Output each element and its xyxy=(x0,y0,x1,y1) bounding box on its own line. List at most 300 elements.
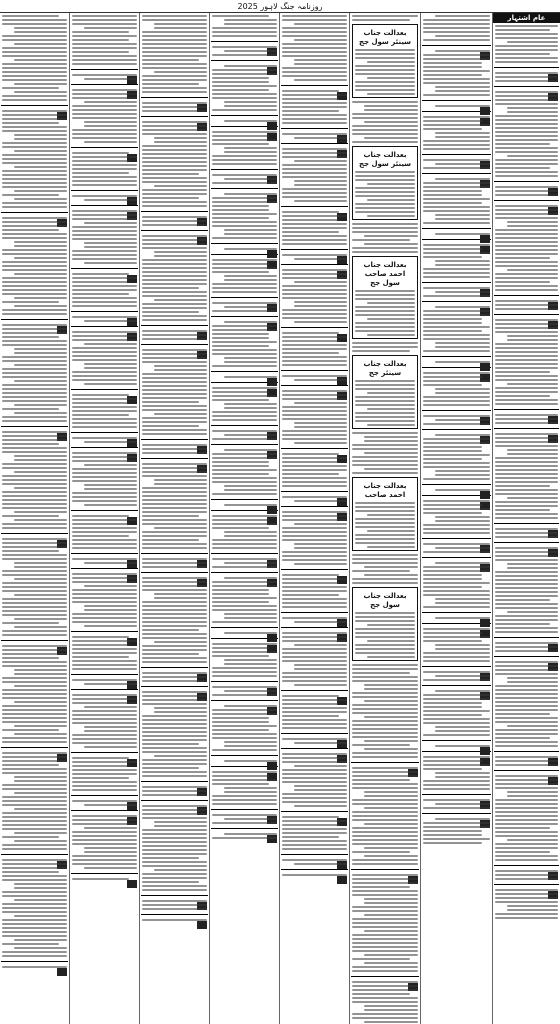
text-line xyxy=(495,669,558,671)
text-line xyxy=(282,254,347,256)
text-line xyxy=(435,361,490,363)
text-line xyxy=(212,155,277,157)
text-line xyxy=(294,500,347,502)
text-line xyxy=(224,489,277,491)
text-line xyxy=(142,263,207,265)
section-divider xyxy=(422,410,491,411)
text-line xyxy=(212,566,277,568)
text-line xyxy=(2,463,67,465)
section-divider xyxy=(211,169,278,170)
ad-number-badge xyxy=(267,506,277,514)
text-line xyxy=(495,343,558,345)
text-line xyxy=(142,291,207,293)
text-line xyxy=(2,784,67,786)
text-line xyxy=(2,558,67,560)
section-divider xyxy=(211,41,278,42)
text-line xyxy=(142,429,207,431)
text-line xyxy=(352,101,418,103)
text-line xyxy=(72,573,137,575)
text-line xyxy=(423,74,482,76)
text-line xyxy=(142,417,207,419)
text-line xyxy=(2,653,67,655)
text-line xyxy=(435,86,490,88)
text-line xyxy=(142,747,207,749)
text-line xyxy=(282,715,339,717)
text-line xyxy=(495,57,558,59)
text-line xyxy=(14,733,67,735)
text-line xyxy=(282,699,347,701)
text-line xyxy=(355,290,415,292)
text-line xyxy=(224,613,277,615)
section-divider xyxy=(211,188,278,189)
text-line xyxy=(14,471,67,473)
text-line xyxy=(224,178,277,180)
text-line xyxy=(142,771,207,773)
text-line xyxy=(72,297,137,299)
text-line xyxy=(142,845,207,847)
text-line xyxy=(495,131,558,133)
text-line xyxy=(423,66,482,68)
text-line xyxy=(72,636,129,638)
text-line xyxy=(212,733,277,735)
text-line xyxy=(142,125,207,127)
text-line xyxy=(142,267,207,269)
text-line xyxy=(2,844,67,846)
text-line xyxy=(212,721,269,723)
text-line xyxy=(142,425,199,427)
text-line xyxy=(72,437,137,439)
text-line xyxy=(435,260,490,262)
text-line xyxy=(282,364,347,366)
text-line xyxy=(423,58,490,60)
text-line xyxy=(352,906,418,908)
text-line xyxy=(495,760,558,762)
text-line xyxy=(423,606,490,608)
text-line xyxy=(72,164,137,166)
text-line xyxy=(72,351,137,353)
text-line xyxy=(282,211,339,213)
text-line xyxy=(72,664,137,666)
text-line xyxy=(154,527,207,529)
section-divider xyxy=(281,128,348,129)
text-line xyxy=(72,426,137,428)
text-line xyxy=(355,53,415,55)
text-line xyxy=(495,897,558,899)
text-line xyxy=(72,43,137,45)
text-line xyxy=(423,462,490,464)
text-line xyxy=(352,672,410,674)
text-line xyxy=(367,199,415,201)
text-line xyxy=(282,106,347,108)
text-line xyxy=(142,695,207,697)
text-line xyxy=(355,412,415,414)
text-line xyxy=(282,152,347,154)
text-line xyxy=(282,340,339,342)
text-line xyxy=(142,433,207,435)
text-line xyxy=(495,532,558,534)
section-divider xyxy=(422,484,491,485)
section-divider xyxy=(422,100,491,101)
text-line xyxy=(364,902,418,904)
text-line xyxy=(282,277,347,279)
text-line xyxy=(212,213,277,215)
text-line xyxy=(352,1013,418,1015)
text-line xyxy=(495,559,558,561)
text-line xyxy=(2,649,67,651)
text-line xyxy=(2,645,67,647)
text-line xyxy=(2,328,67,330)
text-line xyxy=(423,338,490,340)
text-line xyxy=(72,293,129,295)
text-line xyxy=(72,59,137,61)
text-line xyxy=(142,908,207,910)
text-line xyxy=(142,900,207,902)
text-line xyxy=(224,147,277,149)
text-line xyxy=(72,472,137,474)
text-line xyxy=(2,206,67,208)
text-line xyxy=(2,261,67,263)
text-line xyxy=(2,356,67,358)
text-line xyxy=(282,680,347,682)
section-divider xyxy=(211,553,278,554)
text-line xyxy=(142,47,207,49)
text-line xyxy=(72,285,137,287)
text-line xyxy=(72,137,137,139)
text-line xyxy=(495,253,558,255)
text-line xyxy=(84,199,137,201)
column-c4 xyxy=(209,13,279,1024)
text-line xyxy=(142,91,207,93)
text-line xyxy=(282,477,347,479)
text-line xyxy=(352,831,418,833)
text-line xyxy=(282,71,347,73)
text-line xyxy=(72,35,137,37)
section-divider xyxy=(494,523,559,524)
text-line xyxy=(212,709,277,711)
text-line xyxy=(14,594,67,596)
text-line xyxy=(282,43,347,45)
text-line xyxy=(212,283,277,285)
text-line xyxy=(282,239,347,241)
text-line xyxy=(423,167,490,169)
text-line xyxy=(435,346,490,348)
text-line xyxy=(14,59,67,61)
text-line xyxy=(72,468,137,470)
text-line xyxy=(495,775,558,777)
text-line xyxy=(224,229,277,231)
text-line xyxy=(2,194,59,196)
text-line xyxy=(352,129,418,131)
text-line xyxy=(72,160,129,162)
text-line xyxy=(14,150,67,152)
text-line xyxy=(2,955,67,957)
text-line xyxy=(142,63,207,65)
text-line xyxy=(72,593,137,595)
text-line xyxy=(423,380,490,382)
text-line xyxy=(2,15,59,17)
text-line xyxy=(282,309,347,311)
text-line xyxy=(423,586,482,588)
text-line xyxy=(282,820,347,822)
text-line xyxy=(2,622,59,624)
text-line xyxy=(2,408,59,410)
text-line xyxy=(212,779,277,781)
text-line xyxy=(84,320,137,322)
text-line xyxy=(495,186,558,188)
text-line xyxy=(495,103,558,105)
text-line xyxy=(2,158,67,160)
text-line xyxy=(154,707,207,709)
text-line xyxy=(495,855,558,857)
text-line xyxy=(212,325,277,327)
text-line xyxy=(282,352,339,354)
text-line xyxy=(282,390,347,392)
text-line xyxy=(224,705,277,707)
text-line xyxy=(282,336,347,338)
text-line xyxy=(355,207,415,209)
text-line xyxy=(2,483,67,485)
text-line xyxy=(142,585,207,587)
text-line xyxy=(72,738,137,740)
text-line xyxy=(423,442,490,444)
text-line xyxy=(495,115,558,117)
text-line xyxy=(142,59,199,61)
text-line xyxy=(14,792,67,794)
text-line xyxy=(84,121,137,123)
section-divider xyxy=(1,533,68,534)
text-line xyxy=(352,970,418,972)
text-line xyxy=(495,99,558,101)
text-line xyxy=(212,539,277,541)
text-line xyxy=(224,233,277,235)
text-line xyxy=(2,570,67,572)
text-line xyxy=(294,258,347,260)
text-line xyxy=(435,598,490,600)
text-line xyxy=(2,435,67,437)
text-line xyxy=(142,389,207,391)
text-line xyxy=(352,708,418,710)
text-line xyxy=(2,879,67,881)
text-line xyxy=(212,85,277,87)
text-line xyxy=(212,597,277,599)
text-line xyxy=(84,464,137,466)
text-line xyxy=(72,523,129,525)
text-line xyxy=(367,408,415,410)
text-line xyxy=(423,384,482,386)
text-line xyxy=(84,609,137,611)
text-line xyxy=(142,558,207,560)
text-line xyxy=(352,736,418,738)
text-line xyxy=(2,693,67,695)
text-line xyxy=(212,643,277,645)
text-line xyxy=(142,235,207,237)
text-line xyxy=(282,738,347,740)
text-line xyxy=(212,725,277,727)
text-line xyxy=(72,613,137,615)
text-line xyxy=(72,679,137,681)
text-line xyxy=(224,760,277,762)
text-line xyxy=(355,306,415,308)
text-line xyxy=(423,512,482,514)
text-line xyxy=(423,350,490,352)
section-divider xyxy=(141,914,208,915)
text-line xyxy=(495,575,558,577)
section-divider xyxy=(211,828,278,829)
text-line xyxy=(352,562,418,564)
text-line xyxy=(2,324,67,326)
text-line xyxy=(355,179,415,181)
text-line xyxy=(282,640,347,642)
text-line xyxy=(282,590,347,592)
text-line xyxy=(282,531,347,533)
text-line xyxy=(495,709,558,711)
text-line xyxy=(352,835,418,837)
text-line xyxy=(423,504,482,506)
text-line xyxy=(355,175,415,177)
text-line xyxy=(294,547,347,549)
text-line xyxy=(495,441,558,443)
text-line xyxy=(142,511,207,513)
text-line xyxy=(142,149,207,151)
side-section-title: عام اشتہار xyxy=(493,13,560,23)
notice-title: بعدالت جناب احمد صاحب سول جج xyxy=(363,261,407,287)
text-line xyxy=(352,783,418,785)
text-line xyxy=(355,187,415,189)
text-line xyxy=(142,790,207,792)
section-divider xyxy=(141,686,208,687)
section-divider xyxy=(211,115,278,116)
text-line xyxy=(435,690,490,692)
section-divider xyxy=(281,249,348,250)
text-line xyxy=(2,828,67,830)
text-line xyxy=(2,332,67,334)
text-line xyxy=(423,404,490,406)
text-line xyxy=(2,705,67,707)
text-line xyxy=(72,375,137,377)
text-line xyxy=(14,562,67,564)
text-line xyxy=(2,170,67,172)
text-line xyxy=(142,315,207,317)
text-line xyxy=(2,507,67,509)
text-line xyxy=(72,210,137,212)
text-line xyxy=(2,764,59,766)
text-line xyxy=(495,304,558,306)
text-line xyxy=(355,620,415,622)
text-line xyxy=(423,423,490,425)
text-line xyxy=(2,217,67,219)
text-line xyxy=(352,342,418,344)
text-line xyxy=(212,333,269,335)
text-line xyxy=(212,221,277,223)
text-line xyxy=(495,627,558,629)
text-line xyxy=(142,523,207,525)
text-line xyxy=(72,863,137,865)
text-line xyxy=(352,704,418,706)
section-divider xyxy=(281,748,348,749)
text-line xyxy=(282,598,347,600)
text-line xyxy=(495,319,558,321)
text-line xyxy=(2,634,67,636)
text-line xyxy=(142,471,207,473)
text-line xyxy=(507,839,558,841)
text-line xyxy=(282,648,347,650)
text-line xyxy=(495,213,558,215)
text-line xyxy=(282,164,347,166)
text-line xyxy=(142,129,207,131)
text-line xyxy=(282,859,347,861)
text-line xyxy=(423,788,490,790)
text-line xyxy=(435,474,490,476)
text-line xyxy=(507,225,558,227)
text-line xyxy=(142,581,207,583)
text-line xyxy=(14,669,67,671)
text-line xyxy=(224,787,277,789)
column-c3 xyxy=(139,13,209,1024)
text-line xyxy=(355,616,415,618)
text-line xyxy=(72,74,137,76)
text-line xyxy=(72,301,137,303)
text-line xyxy=(355,396,415,398)
text-line xyxy=(224,105,277,107)
section-divider xyxy=(211,572,278,573)
text-line xyxy=(142,220,207,222)
text-line xyxy=(2,503,67,505)
section-divider xyxy=(211,700,278,701)
text-line xyxy=(367,624,415,626)
section-divider xyxy=(71,147,138,148)
text-line xyxy=(14,578,67,580)
text-line xyxy=(72,710,137,712)
text-line xyxy=(142,197,199,199)
text-line xyxy=(352,989,418,991)
text-line xyxy=(142,338,207,340)
text-line xyxy=(435,617,490,619)
text-line xyxy=(435,520,490,522)
text-line xyxy=(212,31,277,33)
text-line xyxy=(282,94,347,96)
text-line xyxy=(352,966,418,968)
text-line xyxy=(495,465,558,467)
text-line xyxy=(72,355,137,357)
text-line xyxy=(364,1021,418,1023)
text-line xyxy=(294,180,347,182)
text-line xyxy=(142,153,207,155)
text-line xyxy=(435,648,490,650)
text-line xyxy=(14,166,67,168)
text-line xyxy=(507,677,558,679)
text-line xyxy=(142,491,207,493)
text-line xyxy=(14,626,67,628)
text-line xyxy=(212,523,277,525)
text-line xyxy=(224,791,277,793)
text-line xyxy=(142,739,207,741)
section-divider xyxy=(141,97,208,98)
section-divider xyxy=(141,325,208,326)
text-line xyxy=(435,136,490,138)
text-line xyxy=(72,31,129,33)
text-line xyxy=(282,47,347,49)
text-line xyxy=(142,271,207,273)
text-line xyxy=(355,326,415,328)
text-line xyxy=(495,733,558,735)
text-line xyxy=(14,198,67,200)
text-line xyxy=(72,339,137,341)
ad-number-badge xyxy=(480,747,490,755)
text-line xyxy=(142,617,207,619)
text-line xyxy=(2,154,67,156)
text-line xyxy=(142,621,207,623)
text-line xyxy=(72,621,137,623)
